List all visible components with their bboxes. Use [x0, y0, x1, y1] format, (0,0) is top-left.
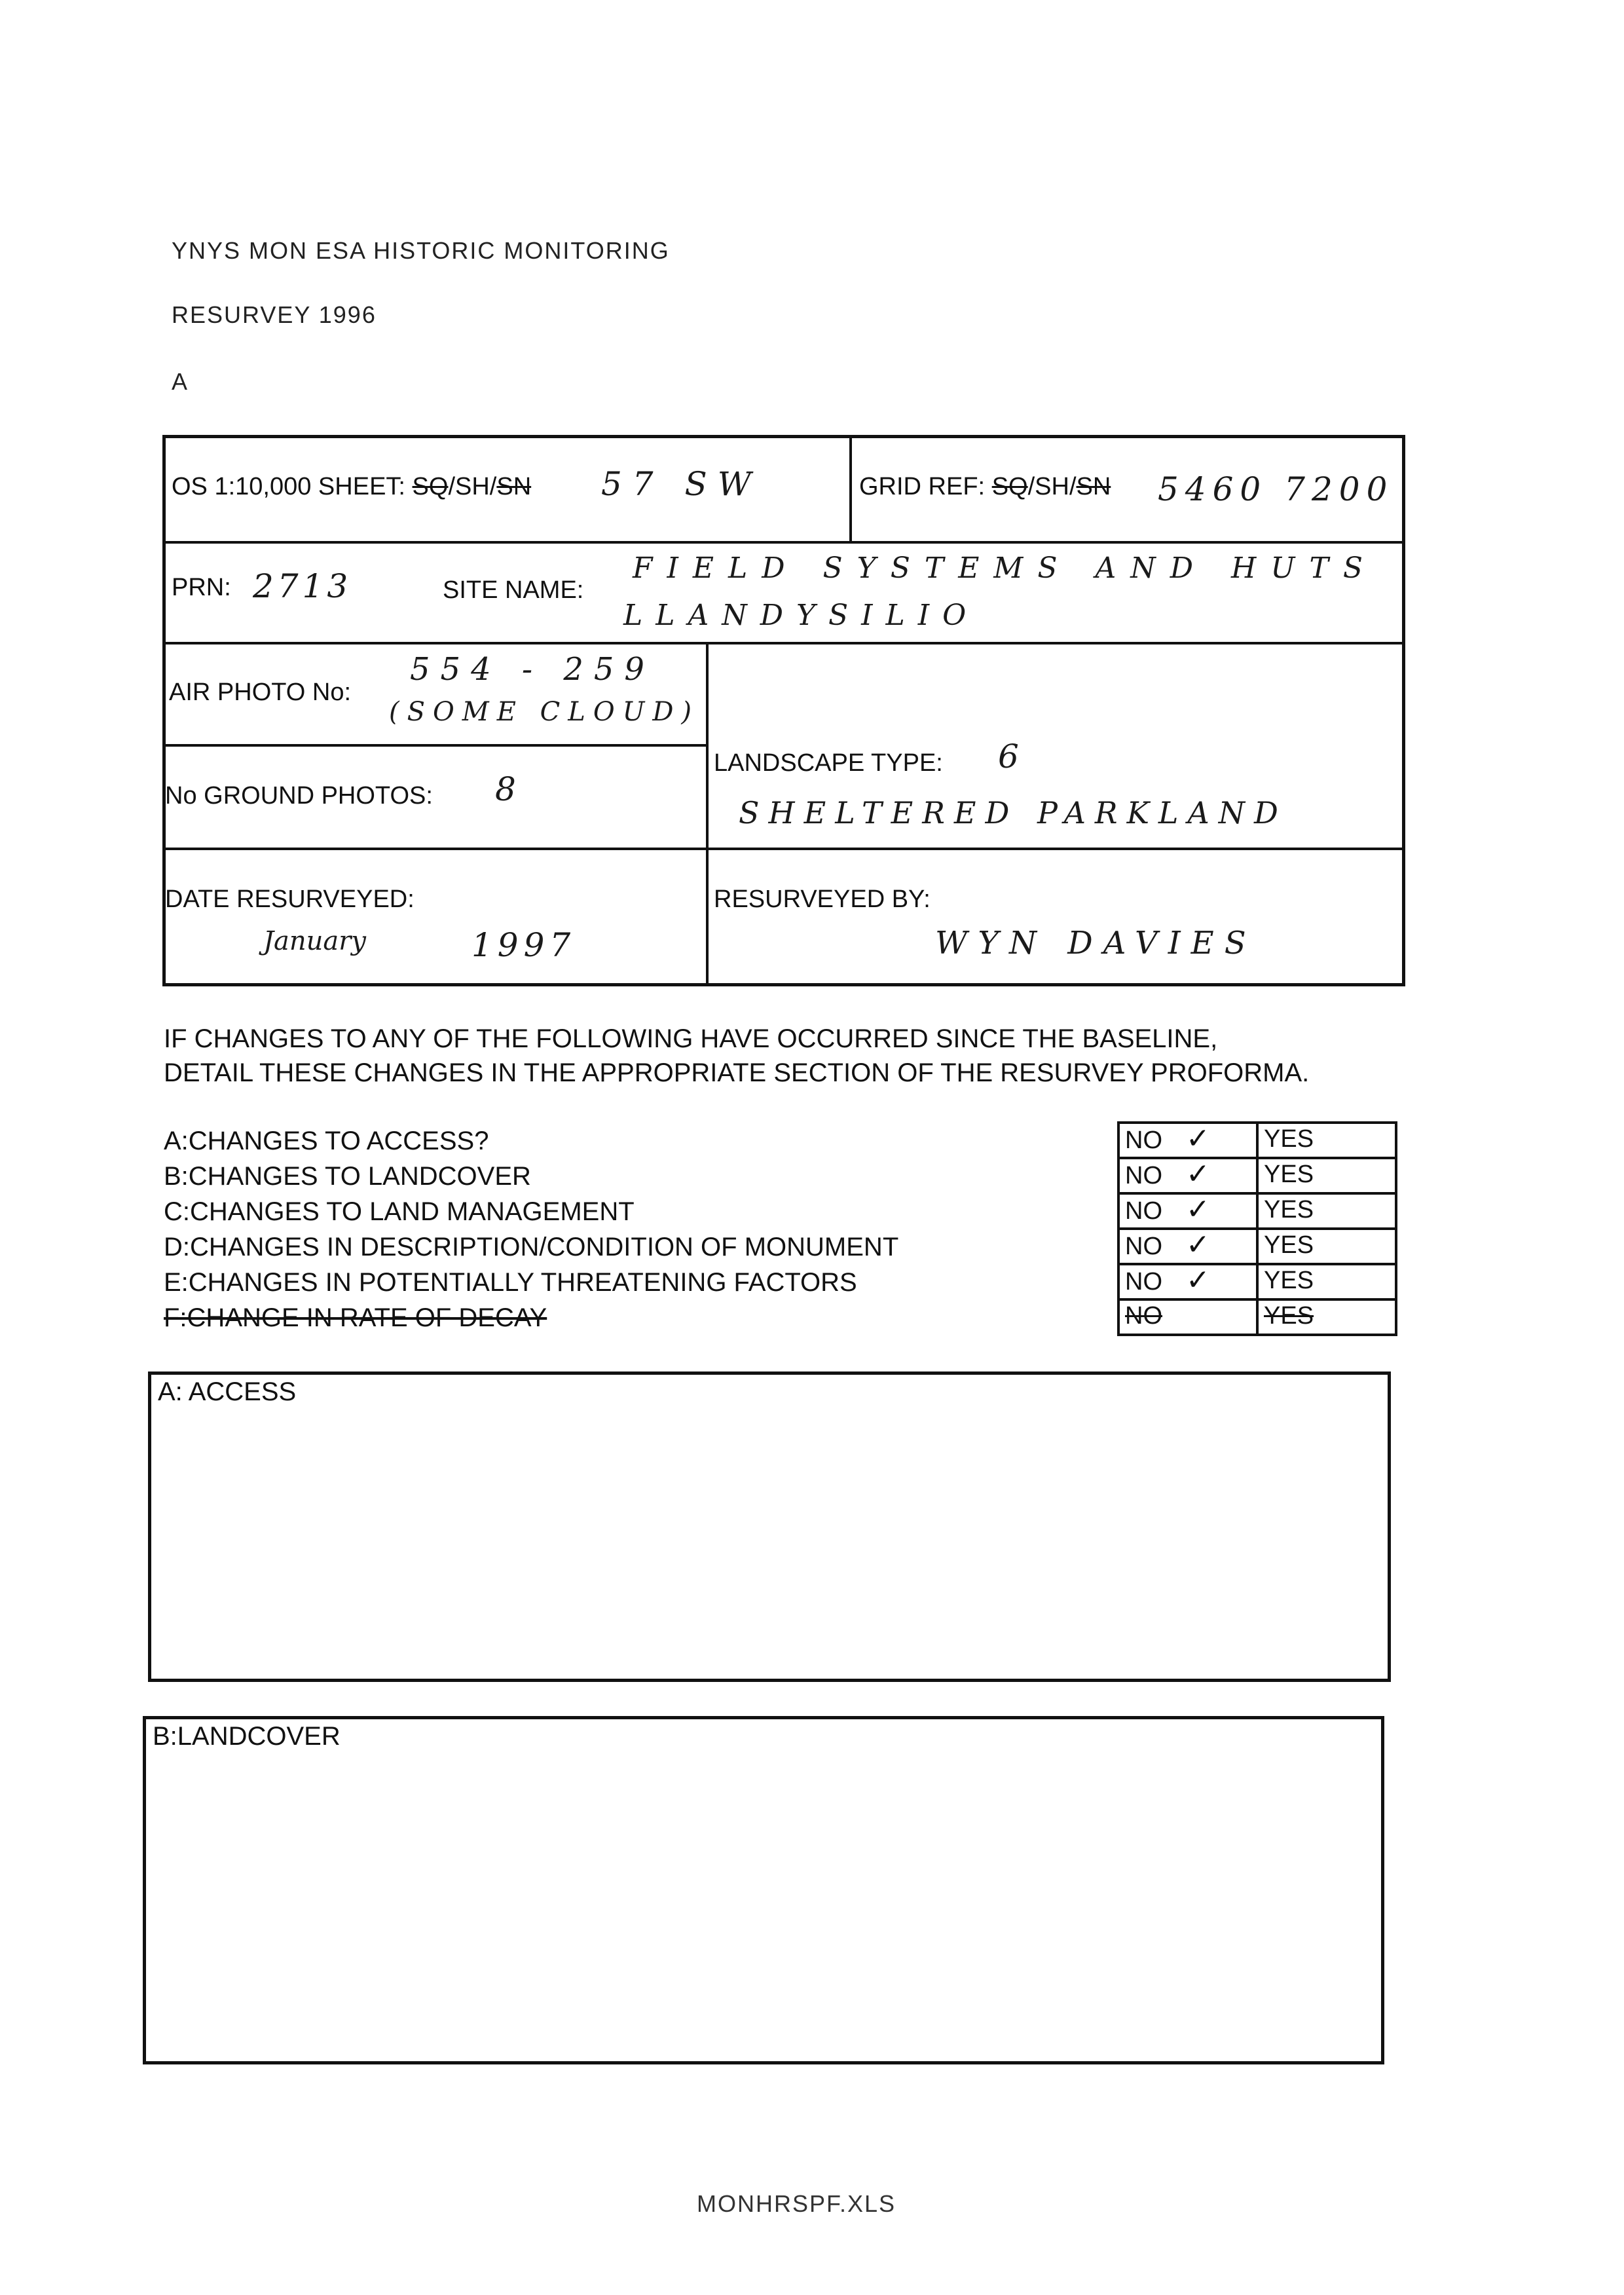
date-resurveyed-label: DATE RESURVEYED:	[165, 886, 415, 913]
change-decay-no[interactable]: NO	[1117, 1298, 1259, 1336]
os-sheet-label: OS 1:10,000 SHEET: SQ/SH/SN	[172, 473, 532, 500]
landcover-section-title: B:LANDCOVER	[153, 1722, 341, 1751]
change-question-description: D:CHANGES IN DESCRIPTION/CONDITION OF MONUMENT	[164, 1233, 899, 1261]
table-row-line	[162, 642, 1405, 644]
change-access-no[interactable]: NO ✓	[1117, 1121, 1259, 1159]
air-photo-value: 554 - 259	[410, 651, 655, 688]
site-name-label: SITE NAME:	[443, 576, 584, 604]
change-land-management-yes[interactable]: YES	[1256, 1192, 1397, 1230]
table-col-line	[849, 435, 852, 542]
site-name-line1: FIELD SYSTEMS AND HUTS	[633, 551, 1377, 585]
change-threats-no[interactable]: NO ✓	[1117, 1263, 1259, 1301]
change-description-no[interactable]: NO ✓	[1117, 1227, 1259, 1265]
grid-ref-label: GRID REF: SQ/SH/SN	[859, 473, 1111, 500]
landscape-type-value: 6	[998, 737, 1029, 775]
instructions-line1: IF CHANGES TO ANY OF THE FOLLOWING HAVE OCCURRED SINCE THE BASELINE,	[164, 1024, 1218, 1053]
table-col-line	[706, 642, 709, 985]
table-border-bottom	[162, 983, 1405, 986]
form-subtitle: RESURVEY 1996	[172, 301, 377, 328]
check-mark-icon: ✓	[1186, 1157, 1210, 1191]
landcover-section[interactable]	[143, 1716, 1384, 2064]
form-title: YNYS MON ESA HISTORIC MONITORING	[172, 237, 670, 264]
check-mark-icon: ✓	[1186, 1263, 1210, 1297]
resurveyed-by-label: RESURVEYED BY:	[714, 886, 931, 913]
instructions-line2: DETAIL THESE CHANGES IN THE APPROPRIATE SECTION OF THE RESURVEY PROFORMA.	[164, 1058, 1310, 1087]
check-mark-icon: ✓	[1186, 1193, 1210, 1226]
change-question-landcover: B:CHANGES TO LANDCOVER	[164, 1162, 531, 1191]
air-photo-note: (SOME CLOUD)	[389, 697, 700, 727]
table-row-line	[162, 848, 1405, 850]
access-section-title: A: ACCESS	[158, 1377, 297, 1406]
site-name-line2: LLANDYSILIO	[623, 599, 980, 632]
change-landcover-no[interactable]: NO ✓	[1117, 1157, 1259, 1195]
ground-photos-label: No GROUND PHOTOS:	[165, 782, 433, 810]
footer-filename: MONHRSPF.XLS	[697, 2190, 896, 2217]
change-decay-yes[interactable]: YES	[1256, 1298, 1397, 1336]
section-letter: A	[172, 368, 189, 395]
ground-photos-value: 8	[495, 770, 526, 808]
change-threats-yes[interactable]: YES	[1256, 1263, 1397, 1301]
resurveyed-by-value: WYN DAVIES	[935, 925, 1257, 961]
change-land-management-no[interactable]: NO ✓	[1117, 1192, 1259, 1230]
access-section[interactable]	[148, 1371, 1391, 1682]
grid-ref-value: 5460 7200	[1158, 470, 1394, 508]
prn-label: PRN:	[172, 574, 231, 601]
change-question-access: A:CHANGES TO ACCESS?	[164, 1127, 489, 1155]
date-resurveyed-year: 1997	[471, 926, 576, 964]
change-question-threats: E:CHANGES IN POTENTIALLY THREATENING FACTORS	[164, 1268, 857, 1297]
air-photo-label: AIR PHOTO No:	[169, 679, 352, 706]
change-question-land-management: C:CHANGES TO LAND MANAGEMENT	[164, 1197, 635, 1226]
change-access-yes[interactable]: YES	[1256, 1121, 1397, 1159]
prn-value: 2713	[253, 567, 352, 605]
table-border-right	[1402, 435, 1405, 986]
change-description-yes[interactable]: YES	[1256, 1227, 1397, 1265]
change-landcover-yes[interactable]: YES	[1256, 1157, 1397, 1195]
landscape-type-label: LANDSCAPE TYPE:	[714, 749, 943, 777]
os-sheet-value: 57 SW	[601, 465, 762, 503]
change-question-decay: F:CHANGE IN RATE OF DECAY	[164, 1303, 547, 1332]
table-row-line	[162, 541, 1405, 544]
check-mark-icon: ✓	[1186, 1122, 1210, 1155]
table-border-top	[162, 435, 1405, 438]
landscape-type-description: SHELTERED PARKLAND	[739, 795, 1287, 830]
table-row-line	[162, 744, 707, 747]
check-mark-icon: ✓	[1186, 1228, 1210, 1261]
date-resurveyed-month: January	[263, 926, 366, 956]
